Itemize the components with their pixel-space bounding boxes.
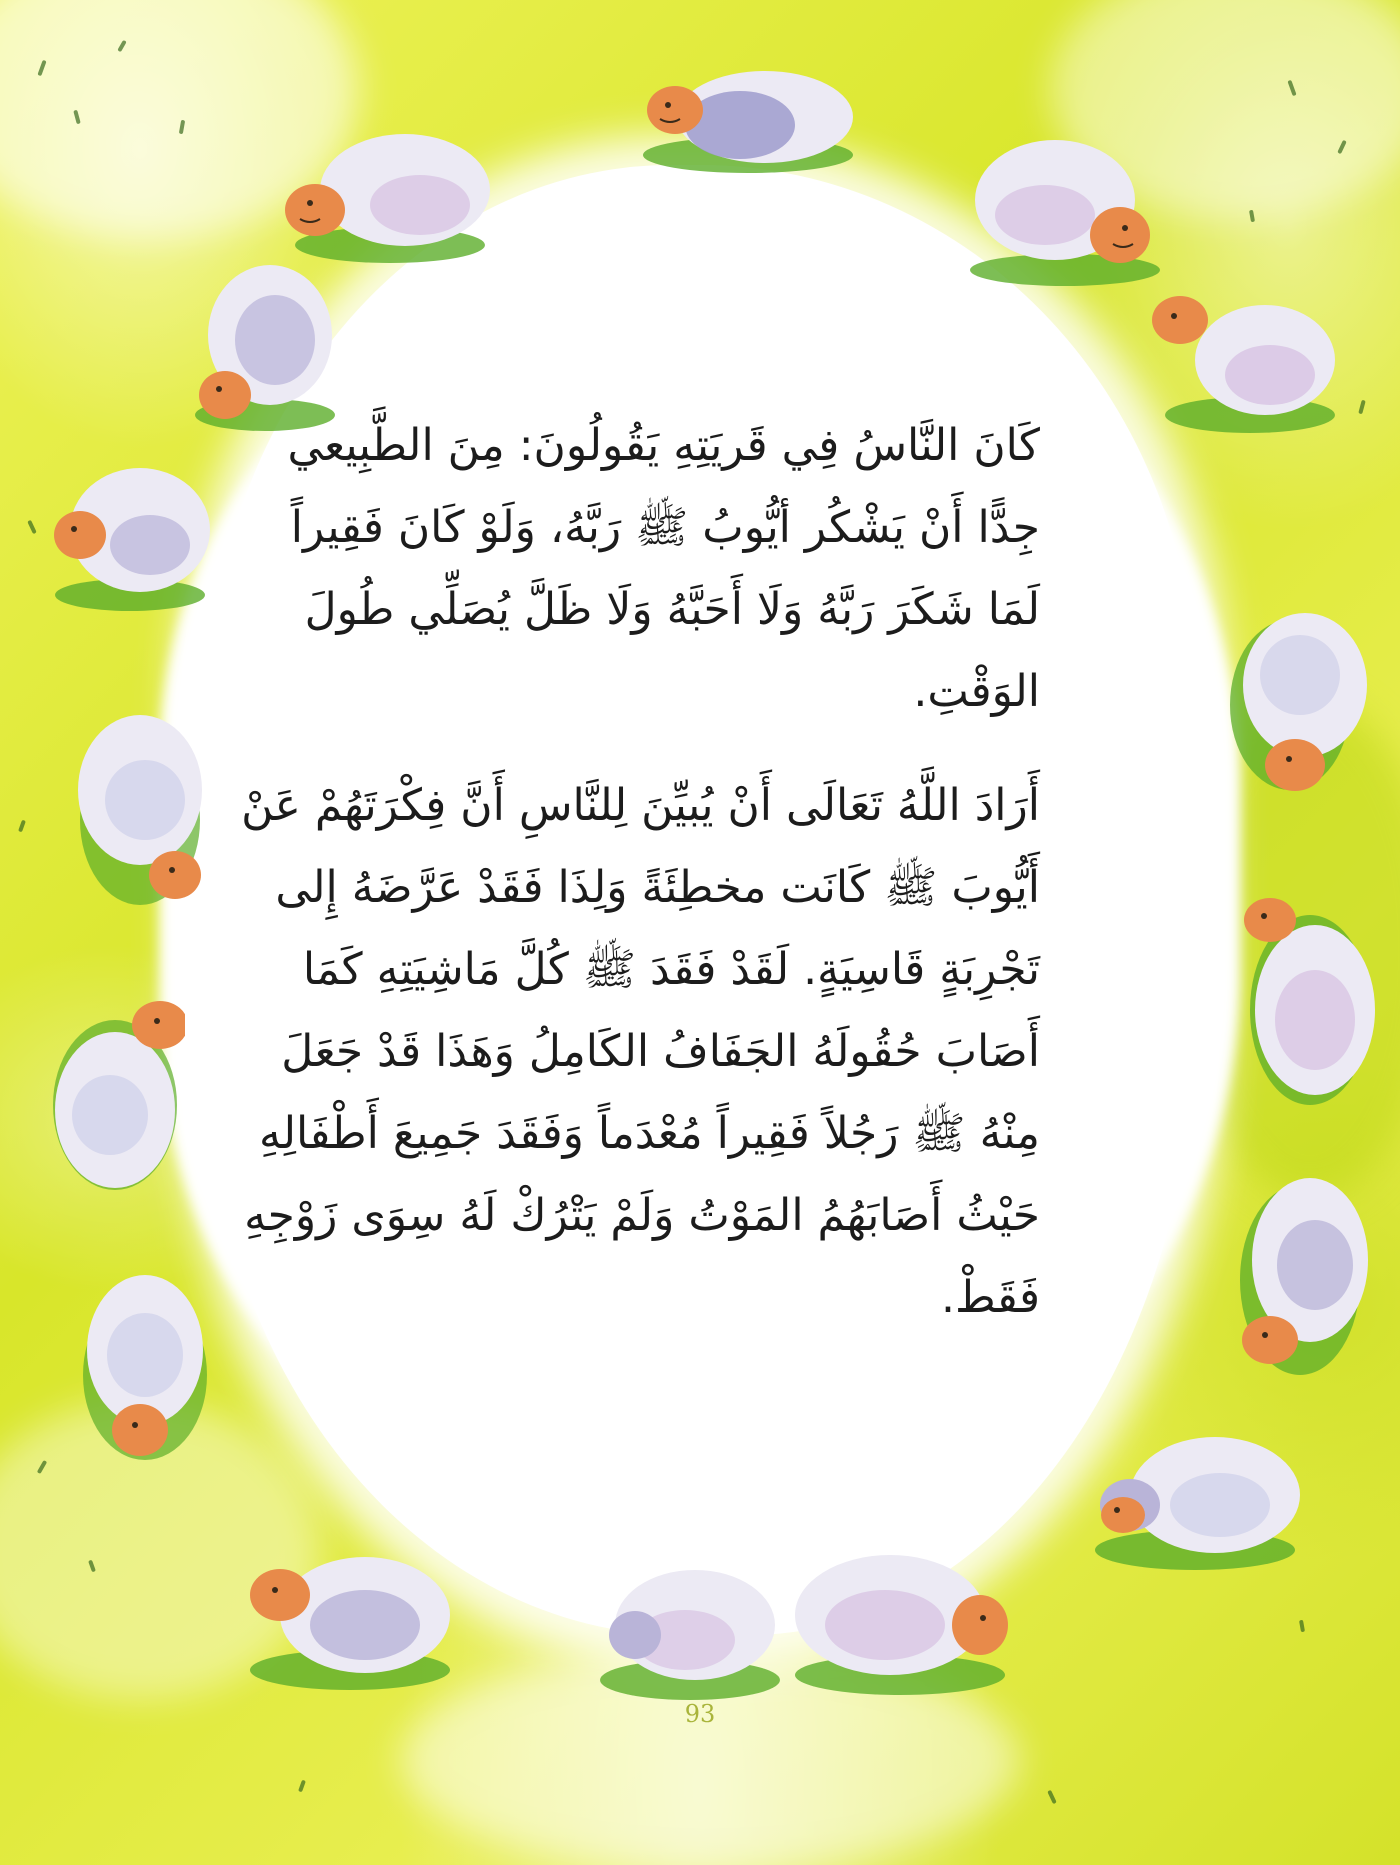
sheep-illustration <box>630 55 860 175</box>
sheep-illustration <box>65 1265 215 1465</box>
grass-mark <box>1358 400 1365 415</box>
page-number: 93 <box>684 1700 716 1728</box>
sheep-illustration <box>1140 280 1340 440</box>
grass-mark <box>27 520 37 534</box>
paragraph-1: كَانَ النَّاسُ فِي قَريَتِهِ يَقُولُونَ: مِنَ الطَّبِيعي جِدًّا أَنْ يَشْكُر أيُّوبُ ﷺ رَبَّهُ، وَلَوْ كَانَ فَقِيراً لَمَا شَكَرَ رَبَّهُ وَلَا أَحَبَّهُ وَلَا ظَلَّ يُصَلِّي طُولَ الوَقْتِ. <box>287 420 1040 717</box>
sheep-illustration <box>1225 1160 1375 1380</box>
sheep-illustration <box>235 1535 455 1695</box>
sheep-illustration <box>270 115 490 265</box>
sheep-illustration <box>1085 1420 1305 1580</box>
sheep-illustration <box>35 995 185 1195</box>
grass-mark <box>298 1780 306 1793</box>
grass-mark <box>1047 1790 1057 1804</box>
sheep-illustration <box>40 455 210 615</box>
sheep-illustration <box>60 710 210 910</box>
grass-mark <box>18 820 26 833</box>
story-text <box>230 405 1040 1339</box>
sheep-illustration <box>1230 890 1380 1110</box>
sheep-illustration <box>965 120 1165 290</box>
sheep-illustration <box>785 1540 1015 1700</box>
grass-mark <box>1299 1620 1305 1633</box>
sheep-illustration <box>1215 605 1375 795</box>
paragraph-2: أَرَادَ اللَّهُ تَعَالَى أَنْ يُبيِّنَ لِلنَّاسِ أَنَّ فِكْرَتَهُمْ عَنْ أَيُّوبَ ﷺ كَانَت مخطِئَةً وَلِذَا فَقَدْ عَرَّضَهُ إِلى تَجْرِبَةٍ قَاسِيَةٍ. لَقَدْ فَقَدَ ﷺ كُلَّ مَاشِيَتِهِ كَمَا أَصَابَ حُقُولَهُ الجَفَافُ الكَامِلُ وَهَذَا قَدْ جَعَلَ مِنْهُ ﷺ رَجُلاً فَقِيراً مُعْدَماً وَفَقَدَ جَمِيعَ أَطْفَالِهِ حَيْثُ أَصَابَهُمُ المَوْتُ وَلَمْ يَتْرُكْ لَهُ سِوَى زَوْجِهِ فَقَطْ. <box>241 780 1040 1323</box>
sheep-illustration <box>595 1555 785 1705</box>
